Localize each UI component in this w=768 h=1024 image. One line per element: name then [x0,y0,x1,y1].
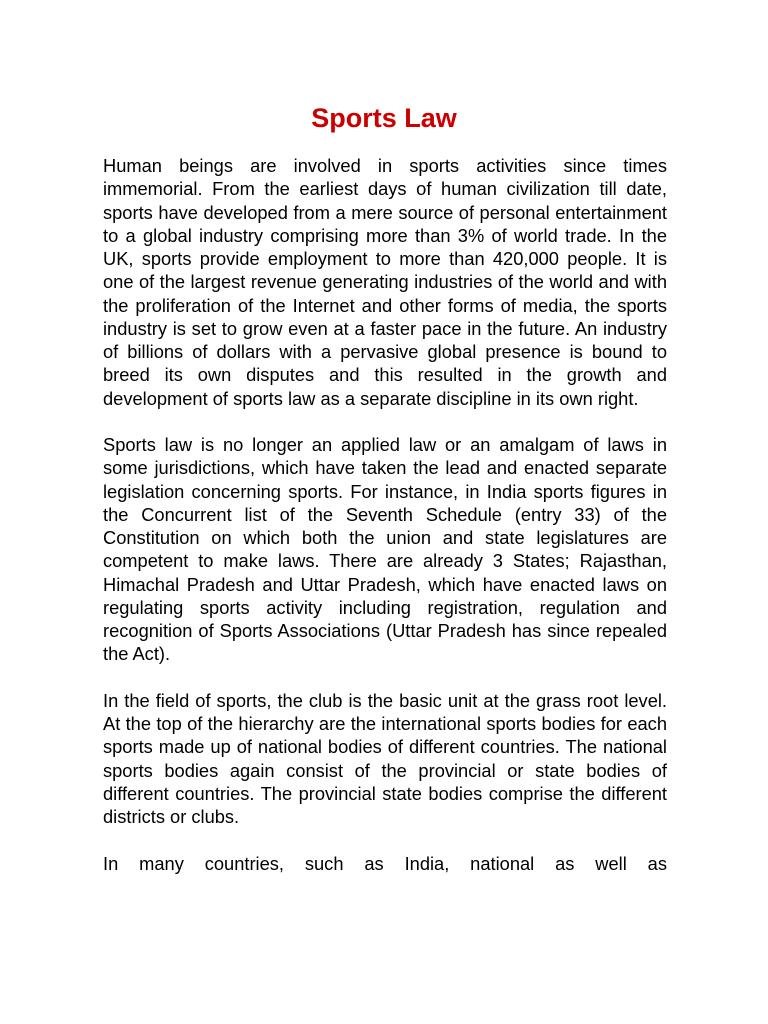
paragraph-2: Sports law is no longer an applied law or an amalgam of laws in some jurisdictions, which have taken the lead and enacted separate legislation concerning sports. For instance, in India sports figures in the Concurrent list of the Seventh Schedule (entry 33) of the Constitution on which both the union and state legislatures are competent to make laws. There are already 3 States; Rajasthan, Himachal Pradesh and Uttar Pradesh, which have enacted laws on regulating sports activity including registration, regulation and recognition of Sports Associations (Uttar Pradesh has since repealed the Act). [103,434,667,665]
document-body [103,154,667,898]
document-title: Sports Law [311,103,457,133]
paragraph-1: Human beings are involved in sports activities since times immemorial. From the earliest days of human civilization till date, sports have developed from a mere source of personal entertainment to a global industry comprising more than 3% of world trade. In the UK, sports provide employment to more than 420,000 people. It is one of the largest revenue generating industries of the world and with the proliferation of the Internet and other forms of media, the sports industry is set to grow even at a faster pace in the future. An industry of billions of dollars with a pervasive global presence is bound to breed its own disputes and this resulted in the growth and development of sports law as a separate discipline in its own right. [103,155,667,409]
paragraph-4: In many countries, such as India, national as well as [103,852,667,874]
paragraph-3: In the field of sports, the club is the basic unit at the grass root level. At the top of the hierarchy are the international sports bodies for each sports made up of national bodies of different countries. The national sports bodies again consist of the provincial or state bodies of different countries. The provincial state bodies comprise the different districts or clubs. [103,689,667,827]
